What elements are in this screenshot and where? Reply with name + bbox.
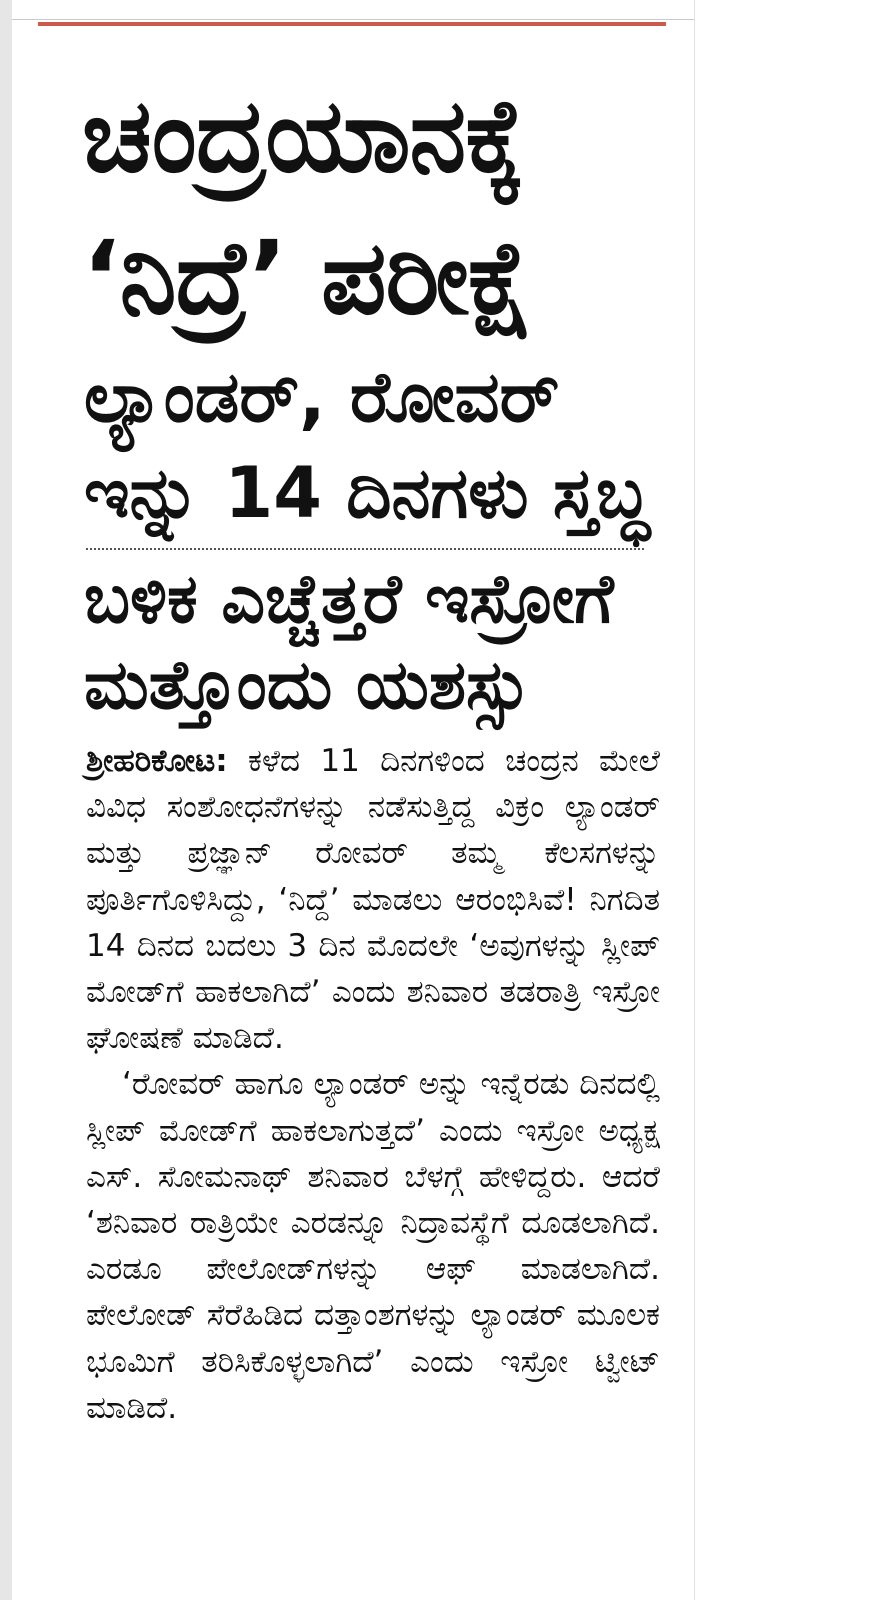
- headline-line-4: ಇನ್ನು 14 ದಿನಗಳು ಸ್ತಬ್ಧ: [84, 452, 650, 534]
- subheadline-line-1: ಬಳಿಕ ಎಚ್ಚೆತ್ತರೆ ಇಸ್ರೋಗೆ: [84, 560, 614, 639]
- headline-line-3: ಲ್ಯಾಂಡರ್, ರೋವರ್: [84, 356, 560, 438]
- headline-line-1: ಚಂದ್ರಯಾನಕ್ಕೆ: [82, 77, 524, 196]
- top-border-line: [12, 19, 694, 20]
- article-paragraph-2: ‘ರೋವರ್ ಹಾಗೂ ಲ್ಯಾಂಡರ್ ಅನ್ನು ಇನ್ನೆರಡು ದಿನದಲ್ಲಿ ಸ್ಲೀಪ್ ಮೋಡ್‌ಗೆ ಹಾಕಲಾಗುತ್ತದೆ’ ಎಂದು ಇಸ್ರೋ ಅಧ್ಯಕ್ಷ ಎಸ್. ಸೋಮನಾಥ್ ಶನಿವಾರ ಬೆಳಗ್ಗೆ ಹೇಳಿದ್ದರು. ಆದರೆ ‘ಶನಿವಾರ ರಾತ್ರಿಯೇ ಎರಡನ್ನೂ ನಿದ್ರಾವಸ್ಥೆಗೆ ದೂಡಲಾಗಿದೆ. ಎರಡೂ ಪೇಲೋಡ್‌ಗಳನ್ನು ಆಫ್ ಮಾಡಲಾಗಿದೆ. ಪೇಲೋಡ್ ಸೆರೆಹಿಡಿದ ದತ್ತಾಂಶಗಳನ್ನು ಲ್ಯಾಂಡರ್ ಮೂಲಕ ಭೂಮಿಗೆ ತರಿಸಿಕೊಳ್ಳಲಾಗಿದೆ’ ಎಂದು ಇಸ್ರೋ ಟ್ವೀಟ್ ಮಾಡಿದೆ.: [86, 1066, 660, 1426]
- article-body: [86, 738, 660, 1431]
- article-paragraph-1: [86, 738, 660, 1061]
- article-dateline: ಶ್ರೀಹರಿಕೋಟ:: [86, 743, 228, 779]
- left-margin-strip: [0, 0, 12, 1600]
- red-divider-rule: [38, 22, 666, 26]
- newspaper-clipping: [12, 0, 694, 1600]
- article-paragraph-1-text: ಕಳೆದ 11 ದಿನಗಳಿಂದ ಚಂದ್ರನ ಮೇಲೆ ವಿವಿಧ ಸಂಶೋಧನೆಗಳನ್ನು ನಡೆಸುತ್ತಿದ್ದ ವಿಕ್ರಂ ಲ್ಯಾಂಡರ್ ಮತ್ತು ಪ್ರಜ್ಞಾನ್ ರೋವರ್ ತಮ್ಮ ಕೆಲಸಗಳನ್ನು ಪೂರ್ತಿಗೊಳಿಸಿದ್ದು, ‘ನಿದ್ದೆ’ ಮಾಡಲು ಆರಂಭಿಸಿವೆ! ನಿಗದಿತ 14 ದಿನದ ಬದಲು 3 ದಿನ ಮೊದಲೇ ‘ಅವುಗಳನ್ನು ಸ್ಲೀಪ್ ಮೋಡ್‌ಗೆ ಹಾಕಲಾಗಿದೆ’ ಎಂದು ಶನಿವಾರ ತಡರಾತ್ರಿ ಇಸ್ರೋ ಘೋಷಣೆ ಮಾಡಿದೆ.: [86, 743, 660, 1057]
- right-blank-area: [694, 0, 874, 1600]
- headline-line-2: ‘ನಿದ್ರೆ’ ಪರೀಕ್ಷೆ: [82, 219, 533, 338]
- subheadline-line-2: ಮತ್ತೊಂದು ಯಶಸ್ಸು: [84, 646, 531, 725]
- dotted-divider: [86, 548, 644, 550]
